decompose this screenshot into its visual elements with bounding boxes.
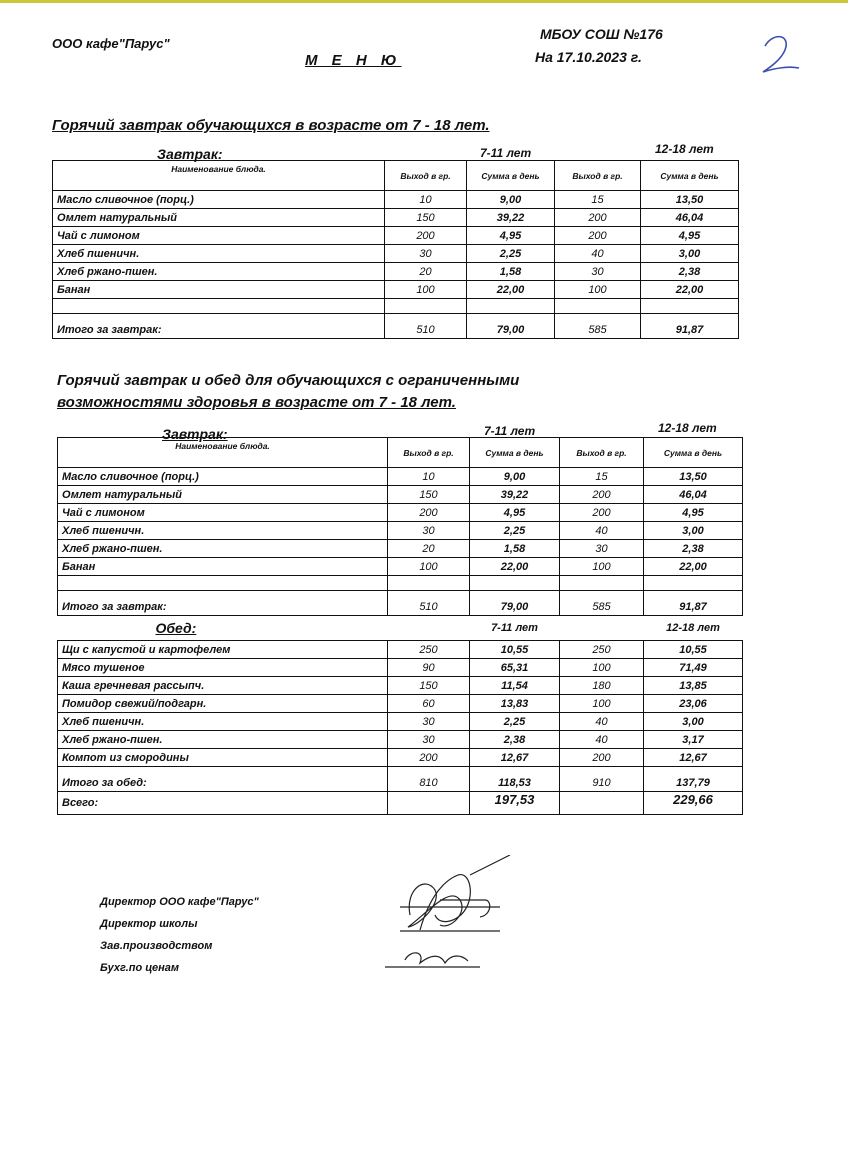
- section2-title-line1: Горячий завтрак и обед для обучающихся с ограниченными: [57, 372, 520, 389]
- dish-sum: 10,55: [644, 641, 743, 659]
- dish-qty: 100: [560, 659, 644, 677]
- signature-school-director: Директор школы: [100, 918, 198, 930]
- table-row: [53, 263, 739, 281]
- blank-row: [58, 576, 743, 591]
- dish-sum: 2,38: [641, 263, 739, 281]
- dish-name: Хлеб пшеничн.: [58, 522, 388, 540]
- dish-qty: 200: [388, 504, 470, 522]
- total-qty: 910: [560, 767, 644, 792]
- dish-qty: 60: [388, 695, 470, 713]
- dish-qty: 10: [385, 191, 467, 209]
- dish-sum: 22,00: [644, 558, 743, 576]
- dish-qty: 100: [388, 558, 470, 576]
- total-sum: 137,79: [644, 767, 743, 792]
- dish-qty: 30: [560, 540, 644, 558]
- dish-sum: 3,00: [641, 245, 739, 263]
- grand-total-sum: 197,53: [470, 792, 560, 815]
- dish-qty: 200: [388, 749, 470, 767]
- col-name-header: Наименование блюда.: [58, 438, 388, 468]
- dish-qty: 150: [385, 209, 467, 227]
- col-sum-header: Сумма в день: [470, 438, 560, 468]
- dish-qty: 200: [560, 749, 644, 767]
- table-row: [58, 486, 743, 504]
- dish-qty: 40: [560, 713, 644, 731]
- section1-table: [52, 160, 739, 339]
- dish-qty: 30: [388, 522, 470, 540]
- total-qty: 585: [555, 314, 641, 339]
- dish-sum: 4,95: [644, 504, 743, 522]
- dish-sum: 71,49: [644, 659, 743, 677]
- dish-sum: 3,00: [644, 522, 743, 540]
- col-name-header: Наименование блюда.: [53, 161, 385, 191]
- col-out-header: Выход в гр.: [555, 161, 641, 191]
- dish-name: Банан: [53, 281, 385, 299]
- dish-name: Щи с капустой и картофелем: [58, 641, 388, 659]
- total-qty: 510: [385, 314, 467, 339]
- dish-name: Омлет натуральный: [58, 486, 388, 504]
- dish-sum: 13,50: [641, 191, 739, 209]
- col-sum-header: Сумма в день: [467, 161, 555, 191]
- total-sum: 91,87: [644, 591, 743, 616]
- dish-name: Омлет натуральный: [53, 209, 385, 227]
- table-row: [58, 731, 743, 749]
- dish-sum: 3,17: [644, 731, 743, 749]
- page-title: М Е Н Ю: [305, 52, 402, 69]
- dish-qty: 10: [388, 468, 470, 486]
- dish-name: Банан: [58, 558, 388, 576]
- lunch-label: Обед:: [155, 620, 197, 636]
- dish-sum: 4,95: [467, 227, 555, 245]
- total-sum: 79,00: [470, 591, 560, 616]
- dish-qty: 200: [385, 227, 467, 245]
- dish-sum: 22,00: [470, 558, 560, 576]
- dish-sum: 2,38: [470, 731, 560, 749]
- grand-total-label: Всего:: [58, 792, 388, 815]
- section2-breakfast-label: Завтрак:: [162, 426, 228, 442]
- dish-qty: 30: [385, 245, 467, 263]
- dish-sum: 23,06: [644, 695, 743, 713]
- total-label: Итого за обед:: [58, 767, 388, 792]
- dish-qty: 100: [555, 281, 641, 299]
- total-label: Итого за завтрак:: [53, 314, 385, 339]
- total-qty: 510: [388, 591, 470, 616]
- dish-qty: 250: [388, 641, 470, 659]
- table-row: [53, 209, 739, 227]
- dish-sum: 11,54: [470, 677, 560, 695]
- section2-group-12-18: 12-18 лет: [658, 421, 717, 435]
- dish-name: Хлеб ржано-пшен.: [53, 263, 385, 281]
- dish-qty: 30: [388, 731, 470, 749]
- total-label: Итого за завтрак:: [58, 591, 388, 616]
- total-row: [53, 314, 739, 339]
- col-sum-header: Сумма в день: [641, 161, 739, 191]
- dish-sum: 39,22: [470, 486, 560, 504]
- total-row: [58, 591, 743, 616]
- section2-group-7-11: 7-11 лет: [484, 424, 536, 438]
- handwritten-signature-icon: [380, 855, 520, 980]
- dish-qty: 15: [560, 468, 644, 486]
- dish-name: Масло сливочное (порц.): [53, 191, 385, 209]
- col-sum-header: Сумма в день: [644, 438, 743, 468]
- dish-qty: 20: [388, 540, 470, 558]
- lunch-group-12-18: 12-18 лет: [644, 616, 743, 641]
- dish-qty: 180: [560, 677, 644, 695]
- table-row: [53, 191, 739, 209]
- dish-qty: 40: [560, 731, 644, 749]
- dish-name: Хлеб ржано-пшен.: [58, 540, 388, 558]
- dish-qty: 30: [388, 713, 470, 731]
- dish-qty: 40: [560, 522, 644, 540]
- table-row: [58, 504, 743, 522]
- menu-date: На 17.10.2023 г.: [535, 49, 642, 65]
- table-row: [58, 540, 743, 558]
- table-row: [53, 245, 739, 263]
- dish-sum: 10,55: [470, 641, 560, 659]
- table-header-row: [53, 161, 739, 191]
- table-header-row: [58, 438, 743, 468]
- dish-sum: 1,58: [467, 263, 555, 281]
- dish-sum: 46,04: [641, 209, 739, 227]
- total-qty: 585: [560, 591, 644, 616]
- dish-sum: 22,00: [641, 281, 739, 299]
- section1-breakfast-label: Завтрак:: [157, 146, 223, 162]
- total-qty: 810: [388, 767, 470, 792]
- dish-name: Чай с лимоном: [58, 504, 388, 522]
- dish-sum: 9,00: [470, 468, 560, 486]
- lunch-header-row: [58, 616, 743, 641]
- table-row: [58, 558, 743, 576]
- section1-group-7-11: 7-11 лет: [480, 146, 532, 160]
- scan-top-edge: [0, 0, 848, 3]
- dish-qty: 100: [560, 558, 644, 576]
- total-sum: 118,53: [470, 767, 560, 792]
- table-row: [58, 695, 743, 713]
- dish-qty: 150: [388, 677, 470, 695]
- dish-sum: 2,38: [644, 540, 743, 558]
- section2-title-line2: возможностями здоровья в возрасте от 7 - 18 лет.: [57, 394, 456, 411]
- table-row: [58, 749, 743, 767]
- table-row: [53, 227, 739, 245]
- table-row: [58, 641, 743, 659]
- dish-sum: 4,95: [470, 504, 560, 522]
- dish-qty: 20: [385, 263, 467, 281]
- dish-sum: 39,22: [467, 209, 555, 227]
- dish-sum: 2,25: [467, 245, 555, 263]
- section1-group-12-18: 12-18 лет: [655, 142, 714, 156]
- total-sum: 79,00: [467, 314, 555, 339]
- dish-sum: 22,00: [467, 281, 555, 299]
- dish-sum: 12,67: [644, 749, 743, 767]
- dish-sum: 12,67: [470, 749, 560, 767]
- org-name: ООО кафе"Парус": [52, 36, 170, 51]
- dish-name: Хлеб пшеничн.: [53, 245, 385, 263]
- dish-sum: 65,31: [470, 659, 560, 677]
- dish-sum: 2,25: [470, 713, 560, 731]
- lunch-total-row: [58, 767, 743, 792]
- dish-name: Хлеб ржано-пшен.: [58, 731, 388, 749]
- dish-qty: 30: [555, 263, 641, 281]
- col-out-header: Выход в гр.: [388, 438, 470, 468]
- dish-name: Мясо тушеное: [58, 659, 388, 677]
- dish-qty: 200: [560, 486, 644, 504]
- dish-qty: 100: [385, 281, 467, 299]
- dish-sum: 1,58: [470, 540, 560, 558]
- blank-row: [53, 299, 739, 314]
- dish-qty: 100: [560, 695, 644, 713]
- dish-name: Хлеб пшеничн.: [58, 713, 388, 731]
- dish-qty: 200: [560, 504, 644, 522]
- dish-qty: 200: [555, 209, 641, 227]
- dish-qty: 40: [555, 245, 641, 263]
- dish-qty: 15: [555, 191, 641, 209]
- dish-name: Компот из смородины: [58, 749, 388, 767]
- signature-production-head: Зав.производством: [100, 940, 213, 952]
- dish-name: Помидор свежий/подгарн.: [58, 695, 388, 713]
- total-sum: 91,87: [641, 314, 739, 339]
- table-row: [58, 713, 743, 731]
- col-out-header: Выход в гр.: [385, 161, 467, 191]
- section2-table: [57, 437, 743, 815]
- dish-qty: 90: [388, 659, 470, 677]
- table-row: [58, 522, 743, 540]
- dish-sum: 2,25: [470, 522, 560, 540]
- dish-sum: 3,00: [644, 713, 743, 731]
- lunch-group-7-11: 7-11 лет: [470, 616, 560, 641]
- dish-sum: 13,85: [644, 677, 743, 695]
- dish-name: Каша гречневая рассыпч.: [58, 677, 388, 695]
- table-row: [53, 281, 739, 299]
- dish-sum: 9,00: [467, 191, 555, 209]
- table-row: [58, 468, 743, 486]
- dish-name: Масло сливочное (порц.): [58, 468, 388, 486]
- signature-cafe-director: Директор ООО кафе"Парус": [100, 896, 259, 908]
- dish-sum: 13,50: [644, 468, 743, 486]
- dish-sum: 13,83: [470, 695, 560, 713]
- table-row: [58, 677, 743, 695]
- dish-qty: 200: [555, 227, 641, 245]
- grand-total-sum: 229,66: [644, 792, 743, 815]
- dish-qty: 250: [560, 641, 644, 659]
- handwritten-page-number-icon: [755, 28, 805, 78]
- dish-qty: 150: [388, 486, 470, 504]
- dish-sum: 46,04: [644, 486, 743, 504]
- school-name: МБОУ СОШ №176: [540, 26, 663, 42]
- dish-name: Чай с лимоном: [53, 227, 385, 245]
- signature-accountant: Бухг.по ценам: [100, 962, 179, 974]
- grand-total-row: [58, 792, 743, 815]
- dish-sum: 4,95: [641, 227, 739, 245]
- col-out-header: Выход в гр.: [560, 438, 644, 468]
- table-row: [58, 659, 743, 677]
- section1-title: Горячий завтрак обучающихся в возрасте от 7 - 18 лет.: [52, 117, 490, 134]
